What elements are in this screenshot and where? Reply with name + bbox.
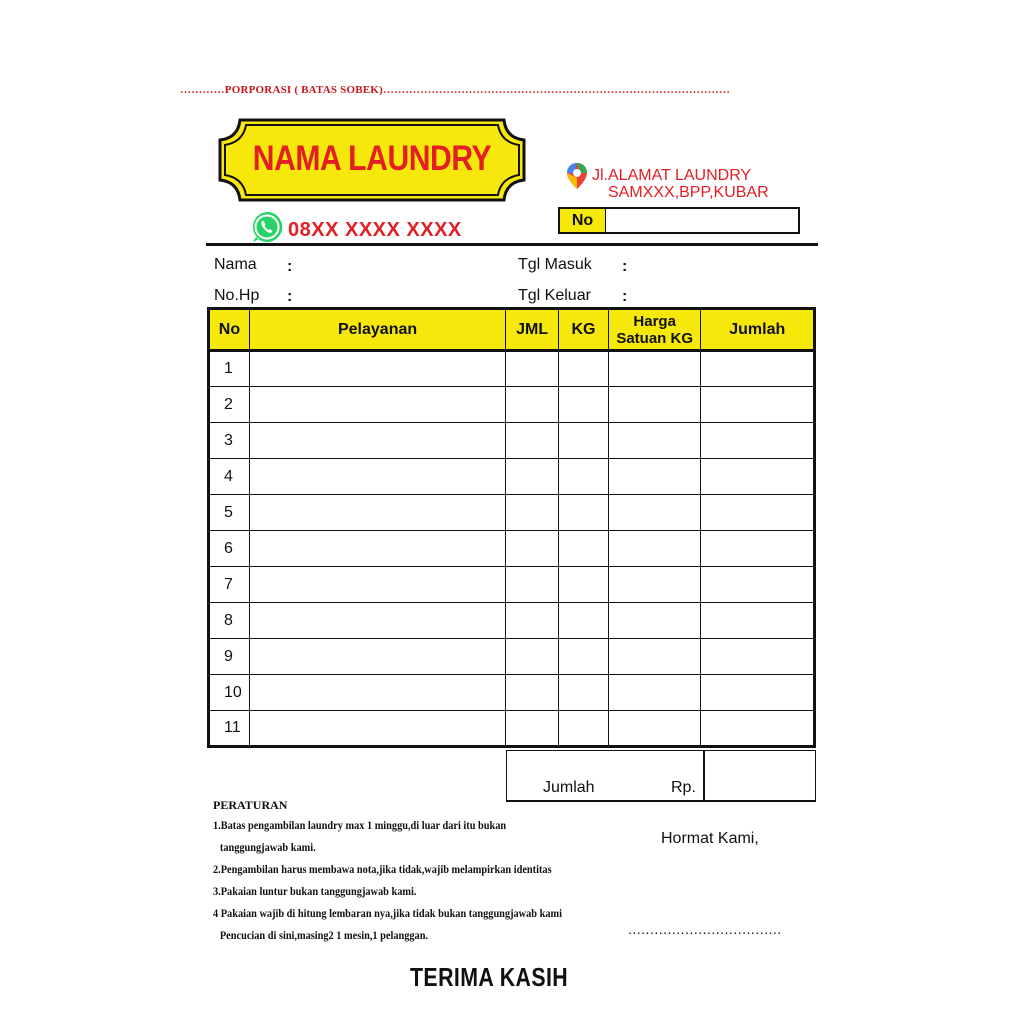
jml-cell[interactable] [506,351,559,387]
kg-cell[interactable] [559,531,609,567]
signature-line: ................................... [628,921,782,937]
harga-cell[interactable] [608,351,701,387]
row-number: 9 [209,639,250,675]
harga-cell[interactable] [608,675,701,711]
jumlah-cell[interactable] [701,495,815,531]
pelayanan-cell[interactable] [249,351,505,387]
jml-cell[interactable] [506,675,559,711]
address-block [566,160,806,206]
header-pelayanan: Pelayanan [249,309,505,351]
map-pin-icon [566,162,588,190]
kg-cell[interactable] [559,711,609,747]
header-no: No [209,309,250,351]
header-jml: JML [506,309,559,351]
harga-cell[interactable] [608,567,701,603]
kg-cell[interactable] [559,423,609,459]
harga-cell[interactable] [608,531,701,567]
pelayanan-cell[interactable] [249,639,505,675]
row-number: 8 [209,603,250,639]
kg-cell[interactable] [559,495,609,531]
kg-cell[interactable] [559,459,609,495]
pelayanan-cell[interactable] [249,423,505,459]
rules-title: PERATURAN [213,798,288,812]
harga-cell[interactable] [608,423,701,459]
jumlah-cell[interactable] [701,423,815,459]
table-row [209,387,815,423]
jumlah-cell[interactable] [701,351,815,387]
phone-contact [250,210,462,244]
address-line-1: Jl.ALAMAT LAUNDRY [592,167,752,184]
jumlah-cell[interactable] [701,675,815,711]
kg-cell[interactable] [559,351,609,387]
header-kg: KG [559,309,609,351]
total-currency: Rp. [671,779,696,796]
rule-item: 1.Batas pengambilan laundry max 1 minggu,di luar dari itu bukan [213,818,507,832]
field-nohp-label: No.Hp [214,287,260,304]
table-row [209,603,815,639]
jml-cell[interactable] [506,459,559,495]
harga-cell[interactable] [608,459,701,495]
pelayanan-cell[interactable] [249,603,505,639]
kg-cell[interactable] [559,567,609,603]
pelayanan-cell[interactable] [249,495,505,531]
field-tgl-keluar-colon: : [622,288,628,305]
kg-cell[interactable] [559,675,609,711]
brand-banner [216,116,528,204]
header-harga-line1: Harga [633,312,676,330]
total-label: Jumlah [543,779,595,796]
signature-greeting: Hormat Kami, [661,830,759,847]
row-number: 6 [209,531,250,567]
field-nama-colon: : [287,258,293,275]
table-row [209,567,815,603]
table-row [209,531,815,567]
harga-cell[interactable] [608,387,701,423]
harga-cell[interactable] [608,603,701,639]
row-number: 5 [209,495,250,531]
table-row [209,639,815,675]
header-divider [206,243,818,246]
total-box [506,750,816,802]
header-harga [608,309,701,351]
row-number: 7 [209,567,250,603]
table-header-row [209,309,815,351]
jml-cell[interactable] [506,711,559,747]
field-tgl-masuk-colon: : [622,258,628,275]
jumlah-cell[interactable] [701,639,815,675]
kg-cell[interactable] [559,639,609,675]
kg-cell[interactable] [559,387,609,423]
receipt-number-label: No [560,209,606,232]
table-row [209,423,815,459]
pelayanan-cell[interactable] [249,387,505,423]
row-number: 2 [209,387,250,423]
jumlah-cell[interactable] [701,531,815,567]
rules-block [213,796,623,946]
jml-cell[interactable] [506,639,559,675]
jumlah-cell[interactable] [701,459,815,495]
rule-item: 2.Pengambilan harus membawa nota,jika tidak,wajib melampirkan identitas [213,862,552,876]
address-line-2: SAMXXX,BPP,KUBAR [608,184,769,201]
field-nohp-colon: : [287,288,293,305]
thank-you-footer: TERIMA KASIH [410,962,569,992]
table-row [209,351,815,387]
row-number: 11 [209,711,250,747]
table-row [209,495,815,531]
rule-item: Pencucian di sini,masing2 1 mesin,1 pelanggan. [219,928,429,942]
jml-cell[interactable] [506,495,559,531]
row-number: 4 [209,459,250,495]
jml-cell[interactable] [506,423,559,459]
table-row [209,711,815,747]
field-nama-label: Nama [214,256,257,273]
phone-number: 08XX XXXX XXXX [288,219,462,241]
row-number: 3 [209,423,250,459]
jml-cell[interactable] [506,567,559,603]
brand-name: NAMA LAUNDRY [252,139,492,178]
rule-item: tanggungjawab kami. [219,840,316,854]
table-row [209,459,815,495]
rule-item: 4 Pakaian wajib di hitung lembaran nya,jika tidak bukan tanggungjawab kami [213,906,562,920]
whatsapp-icon [250,210,284,244]
jumlah-cell[interactable] [701,387,815,423]
pelayanan-cell[interactable] [249,459,505,495]
pelayanan-cell[interactable] [249,711,505,747]
receipt-number-field[interactable] [606,209,798,232]
row-number: 1 [209,351,250,387]
jumlah-cell[interactable] [701,603,815,639]
jumlah-cell[interactable] [701,711,815,747]
jml-cell[interactable] [506,531,559,567]
harga-cell[interactable] [608,639,701,675]
total-value-field[interactable] [703,750,816,802]
field-tgl-keluar-label: Tgl Keluar [518,287,591,304]
field-tgl-masuk-label: Tgl Masuk [518,256,592,273]
rule-item: 3.Pakaian luntur bukan tanggungjawab kami. [213,884,417,898]
pelayanan-cell[interactable] [249,567,505,603]
jml-cell[interactable] [506,387,559,423]
harga-cell[interactable] [608,711,701,747]
table-row [209,675,815,711]
perforation-line: …………PORPORASI ( BATAS SOBEK)………………………………………………………………………………… [180,84,731,96]
jml-cell[interactable] [506,603,559,639]
receipt-number-box [558,207,800,234]
pelayanan-cell[interactable] [249,675,505,711]
pelayanan-cell[interactable] [249,531,505,567]
row-number: 10 [209,675,250,711]
kg-cell[interactable] [559,603,609,639]
harga-cell[interactable] [608,495,701,531]
items-table [207,307,816,748]
jumlah-cell[interactable] [701,567,815,603]
header-harga-line2: Satuan KG [616,329,693,347]
header-jumlah: Jumlah [701,309,815,351]
